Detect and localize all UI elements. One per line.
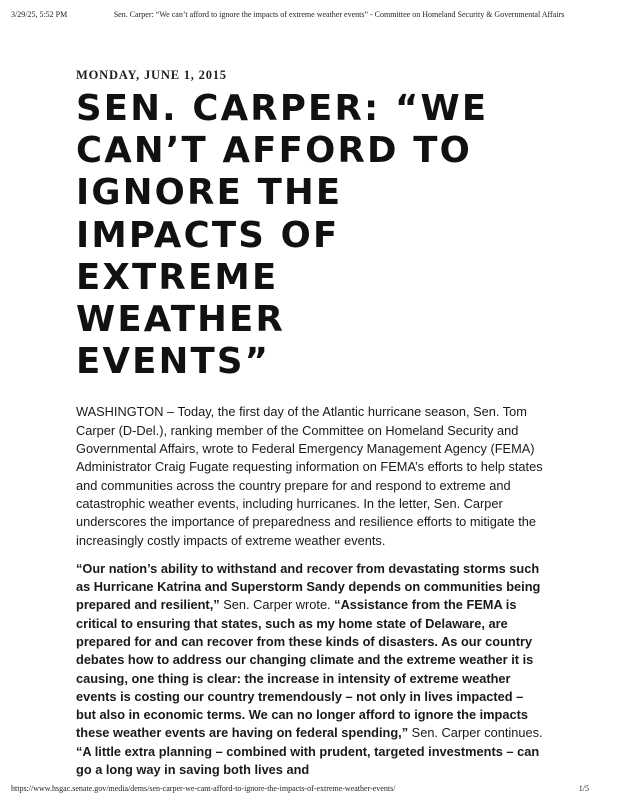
article-paragraph-quote: [76, 560, 546, 780]
article-headline: SEN. CARPER: “WE CAN’T AFFORD TO IGNORE THE IMPACTS OF EXTREME WEATHER EVENTS”: [76, 88, 489, 383]
article: [76, 68, 546, 789]
quote-segment-3: “A little extra planning – combined with prudent, targeted investments – can go a long way in saving both lives and: [76, 743, 540, 778]
article-paragraph-intro: WASHINGTON – Today, the first day of the Atlantic hurricane season, Sen. Tom Carper (D-Del.), ranking member of the Committee on Homeland Security and Governmental Affairs, wrote to Federal Emergency Management Agency (FEMA) Administrator Craig Fugate requesting information on FEMA’s efforts to help states and communities across the country prepare for and respond to extreme and catastrophic weather events, including hurricanes. In the letter, Sen. Carper underscores the importance of preparedness and resilience efforts to mitigate the increasingly costly impacts of extreme weather events.: [76, 404, 543, 548]
attribution-2: Sen. Carper continues.: [408, 725, 543, 741]
print-page-title: Sen. Carper: “We can’t afford to ignore the impacts of extreme weather events” - Committee on Homeland Security & Governmental Affairs: [113, 10, 565, 19]
print-url: https://www.hsgac.senate.gov/media/dems/sen-carper-we-cant-afford-to-ignore-the-impacts-of-extreme-weather-events/: [11, 784, 396, 793]
quote-segment-2: “Assistance from the FEMA is critical to ensuring that states, such as my home state of Delaware, are prepared for and can recover from these kinds of disasters. As our country debates how to address our changing climate and the extreme weather it is causing, one thing is clear: the increase in intensity of extreme weather events is costing our country tremendously – not only in lives impacted – but also in economic terms. We can no longer afford to ignore the impacts these weather events are having on federal spending,”: [76, 597, 534, 741]
print-datetime: 3/29/25, 5:52 PM: [11, 10, 68, 19]
article-date: MONDAY, JUNE 1, 2015: [76, 68, 227, 82]
attribution-1: Sen. Carper wrote.: [219, 597, 335, 613]
page-number: 1/5: [578, 784, 589, 793]
quote-segment-1: “Our nation’s ability to withstand and recover from devastating storms such as Hurricane Katrina and Superstorm Sandy depends on communities being prepared and resilient,”: [76, 560, 541, 613]
print-footer: [11, 781, 607, 793]
print-header: [11, 10, 607, 22]
